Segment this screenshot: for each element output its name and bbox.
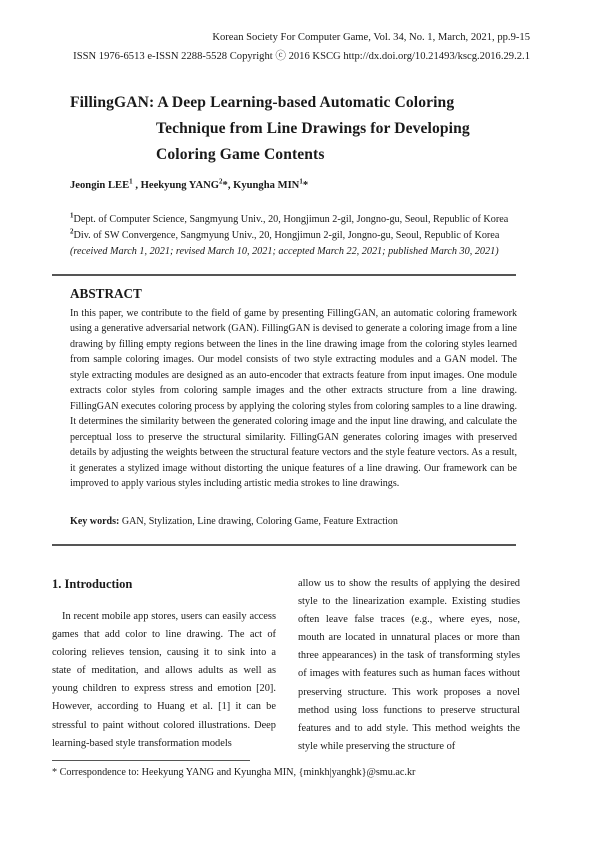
affiliation-mark: 2 bbox=[70, 227, 74, 236]
affiliation-text: Div. of SW Convergence, Sangmyung Univ., 20, Hongjimun 2-gil, Jongno-gu, Seoul, Republic of Korea bbox=[73, 230, 500, 241]
keywords bbox=[70, 516, 398, 527]
paper-title-line-2: Technique from Line Drawings for Developing bbox=[156, 120, 470, 137]
abstract-top-divider bbox=[52, 274, 516, 276]
author-affiliation-mark: 1 bbox=[129, 177, 133, 186]
abstract-heading: ABSTRACT bbox=[70, 286, 142, 301]
author-list bbox=[70, 177, 309, 191]
author-affiliation-mark: 1 bbox=[299, 177, 303, 186]
introduction-right-column: allow us to show the results of applying the desired style to the linearization example. Existing studies often leave false traces (e.g., where eyes, nose, mouth are located in unnatural places or more than three appearances) in the task of transforming styles of images with features such as human faces without preserving structure. This work proposes a novel method using loss functions to preserve structural features and to add style. This method weights the style while preserving the structure of bbox=[298, 578, 520, 752]
affiliation-text: Dept. of Computer Science, Sangmyung Univ., 20, Hongjimun 2-gil, Jongno-gu, Seoul, Republic of Korea bbox=[73, 214, 509, 225]
affiliation-1 bbox=[70, 211, 509, 225]
abstract-bottom-divider bbox=[52, 544, 516, 546]
publication-dates: (received March 1, 2021; revised March 10, 2021; accepted March 22, 2021; published March 30, 2021) bbox=[70, 246, 499, 257]
author-name: Jeongin LEE bbox=[70, 180, 130, 191]
abstract-body bbox=[70, 306, 517, 491]
author-separator: , bbox=[132, 180, 141, 191]
affiliation-2 bbox=[70, 227, 500, 241]
author-affiliation-mark: 2 bbox=[219, 177, 223, 186]
journal-header-line-1: Korean Society For Computer Game, Vol. 34, No. 1, March, 2021, pp.9-15 bbox=[212, 32, 530, 43]
keywords-label: Key words: bbox=[70, 516, 120, 527]
affiliation-mark: 1 bbox=[70, 211, 74, 220]
journal-header-line-2: ISSN 1976-6513 e-ISSN 2288-5528 Copyright ⓒ 2016 KSCG http://dx.doi.org/10.21493/kscg.2016.29.2.1 bbox=[73, 51, 530, 62]
introduction-left-column: In recent mobile app stores, users can easily access games that add color to line drawing. The act of coloring relieves tension, causing it to sink into a state of meditation, and allows adults as well as young children to express stress and emotion [20]. However, according to Huang et al. [1] it can be stressful to paint without colored illustrations. Deep learning-based style transformation models bbox=[52, 611, 276, 749]
paper-title-line-1: FillingGAN: A Deep Learning-based Automatic Coloring bbox=[70, 94, 455, 111]
correspondence-footnote: * Correspondence to: Heekyung YANG and Kyungha MIN, {minkh|yanghk}@smu.ac.kr bbox=[52, 767, 416, 778]
abstract-text: In this paper, we contribute to the field of game by presenting FillingGAN, an automatic coloring framework using a generative adversarial network (GAN). FillingGAN is devised to generate a coloring image from a line drawing by filling empty regions between the lines in the line drawing image from the coloring styles learned from sample coloring images. Our model consists of two style extracting modules and a GAN model. The style extracting modules are designed as an auto-encoder that extracts feature from input images. One module extracts color styles from coloring sample images and the other extracts structure from a line drawing. FillingGAN executes coloring process by applying the coloring styles from coloring samples to a line drawing. It determines the similarity between the generated coloring image and the input line drawing, and calculate the perceptual loss to preserve the structural similarity. FillingGAN generates coloring images with preserved details by adjusting the weights between the structural feature vectors and the style feature vectors. As a result, it generates a stylized image without distorting the unique features of a line drawing. Our framework can be improved to apply various styles including artistic media strokes to line drawings. bbox=[70, 308, 517, 489]
paper-title-line-3: Coloring Game Contents bbox=[156, 146, 325, 163]
author-name: Kyungha MIN bbox=[233, 180, 300, 191]
author-separator: * bbox=[302, 180, 309, 191]
keywords-text: GAN, Stylization, Line drawing, Coloring Game, Feature Extraction bbox=[119, 516, 398, 527]
author-separator: *, bbox=[222, 180, 234, 191]
section-heading-introduction: 1. Introduction bbox=[52, 577, 133, 591]
author-name: Heekyung YANG bbox=[140, 180, 220, 191]
footnote-divider bbox=[52, 760, 250, 761]
